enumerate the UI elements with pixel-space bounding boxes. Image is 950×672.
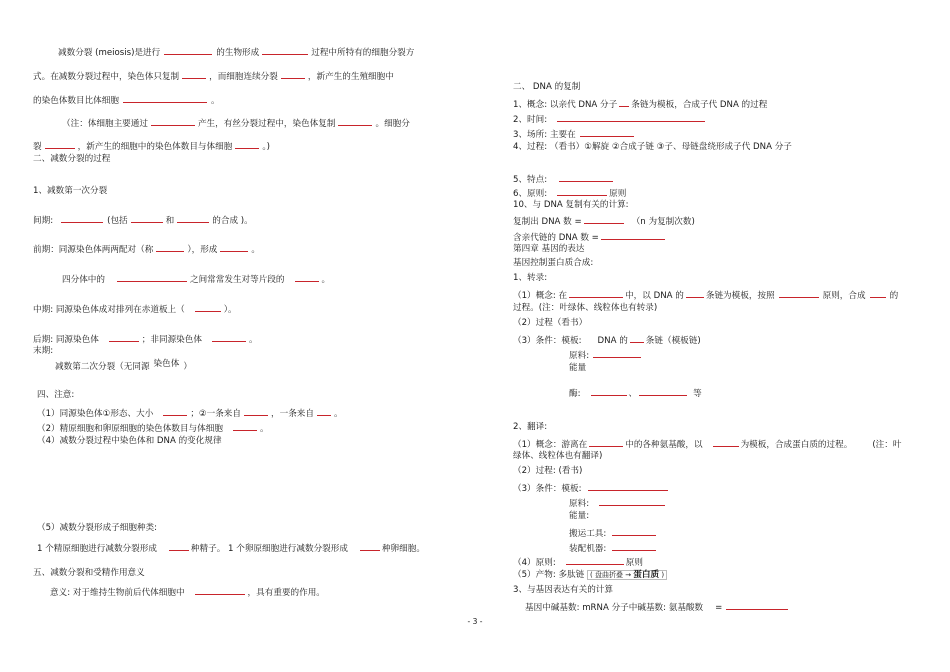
transcription-template-line: （3）条件：模板: DNA 的 条链（模板链) (513, 333, 701, 347)
gene-protein-heading: 基因控制蛋白质合成: (513, 258, 594, 268)
transcription-energy-line: 能量 (569, 363, 587, 373)
translation-template-line: （3）条件：模板: (513, 481, 668, 495)
note-daughter-cells-line: （5）减数分裂形成子细胞种类: (37, 523, 158, 533)
tetrad-line: 四分体中的 之间常常发生对等片段的 。 (62, 272, 330, 286)
replication-calc-heading: 10、与 DNA 复制有关的计算: (513, 200, 629, 210)
section-heading-notes: 四、注意: (37, 390, 75, 400)
page-number: - 3 - (467, 617, 483, 626)
section-heading-dna-replication: 二、 DNA 的复制 (513, 82, 581, 92)
translation-product-line: （5）产物: 多肽链 ( 盘曲折叠 → 蛋白质 ) (513, 570, 667, 581)
daughter-cells-count-line: 1 个精原细胞进行减数分裂形成 种精子。 1 个卵原细胞进行减数分裂形成 种卵细胞。 (37, 541, 425, 555)
expression-calc-line: 基因中碱基数: mRNA 分子中碱基数: 氨基酸数 = (525, 600, 788, 614)
replication-concept-line: 1、概念: 以亲代 DNA 分子 条链为模板，合成子代 DNA 的过程 (513, 97, 767, 111)
meiosis-definition-line1: 减数分裂 (meiosis)是进行 的生物形成 过程中所特有的细胞分裂方 (58, 45, 414, 59)
second-division-line: 减数第二次分裂（无同源 染色体 ） (55, 359, 192, 372)
translation-material-line: 原料: (569, 496, 665, 510)
transcription-concept-line1: （1）概念: 在 中，以 DNA 的 条链为模板，按照 原则，合成 的 (513, 288, 898, 302)
note-dna-change-line: （4）减数分裂过程中染色体和 DNA 的变化规律 (37, 436, 222, 446)
chapter-four-heading: 第四章 基因的表达 (513, 244, 585, 254)
meiosis-definition-line2: 式。在减数分裂过程中，染色体只复制 ，而细胞连续分裂 ，新产生的生殖细胞中 (33, 69, 394, 83)
translation-assembly-line: 装配机器: (569, 541, 656, 555)
transcription-material-line: 原料: (569, 348, 641, 362)
telophase-line: 末期: (33, 346, 54, 356)
translation-energy-line: 能量: (569, 511, 590, 521)
replication-time-line: 2、时间: (513, 112, 705, 126)
transcription-enzyme-line: 酶: 、 等 (569, 386, 702, 400)
translation-transport-line: 搬运工具: (569, 526, 656, 540)
replication-calc-line2: 含亲代链的 DNA 数 = (513, 230, 665, 244)
replication-site-line: 3、场所: 主要在 (513, 127, 634, 141)
note-line2: 裂 ，新产生的细胞中的染色体数目与体细胞 。) (33, 139, 270, 153)
translation-concept-line1: （1）概念：游离在 中的各种氨基酸，以 为模板，合成蛋白质的过程。 (注：叶 (513, 437, 901, 451)
transcription-heading: 1、转录: (513, 273, 548, 283)
replication-calc-line1: 复制出 DNA 数 = （n 为复制次数) (513, 214, 695, 228)
translation-principle-line: （4）原则: 原则 (513, 555, 643, 569)
replication-principle-line: 6、原则: 原则 (513, 186, 626, 200)
translation-concept-line2: 绿体、线粒体也有翻译) (513, 451, 603, 461)
transcription-concept-line2: 过程。(注：叶绿体、线粒体也有转录) (513, 303, 658, 313)
meiosis-definition-line3: 的染色体数目比体细胞 。 (33, 93, 220, 107)
transcription-process-line: （2）过程（看书） (513, 318, 588, 328)
section-heading-meiosis-process: 二、减数分裂的过程 (33, 154, 111, 164)
anaphase-line: 后期: 同源染色体 ；非同源染色体 。 (33, 332, 258, 346)
folding-stamp: ( 盘曲折叠 → 蛋白质 ) (587, 570, 667, 580)
significance-line: 意义: 对于维持生物前后代体细胞中 ，具有重要的作用。 (50, 585, 325, 599)
prophase-line: 前期：同源染色体两两配对（称 ），形成 。 (33, 242, 260, 256)
interphase-line: 间期: (包括 和 的合成 )。 (33, 213, 253, 227)
replication-feature-line: 5、特点: (513, 172, 613, 186)
note-germ-cell-line: （2）精原细胞和卵原细胞的染色体数目与体细胞 。 (37, 421, 269, 435)
note-line1: （注：体细胞主要通过 产生，有丝分裂过程中，染色体复制 。细胞分 (62, 116, 410, 130)
translation-heading: 2、翻译: (513, 422, 548, 432)
expression-calc-heading: 3、与基因表达有关的计算 (513, 585, 613, 595)
note-homologous-line: （1）同源染色体①形态、大小 ；②一条来自 ，一条来自 。 (37, 406, 343, 420)
replication-process-line: 4、过程: （看书）①解旋 ②合成子链 ③子、母链盘绕形成子代 DNA 分子 (513, 142, 792, 152)
section-heading-significance: 五、减数分裂和受精作用意义 (33, 568, 145, 578)
metaphase-line: 中期: 同源染色体成对排列在赤道板上（ ）。 (33, 302, 237, 316)
translation-process-line: （2）过程: (看书) (513, 466, 583, 476)
subheading-first-division: 1、减数第一次分裂 (33, 186, 108, 196)
